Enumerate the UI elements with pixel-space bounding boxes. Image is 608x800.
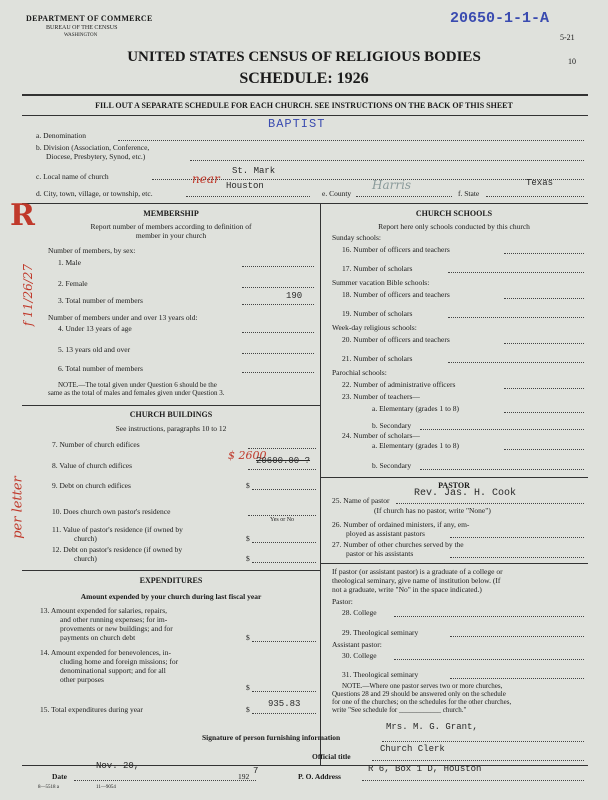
q3-field[interactable] <box>242 304 314 305</box>
q24-label: 24. Number of scholars— <box>342 431 420 440</box>
q18-field[interactable] <box>504 298 584 299</box>
assistant-sub-label: Assistant pastor: <box>332 640 382 649</box>
q5-label: 5. 13 years old and over <box>58 345 131 354</box>
denomination-label: a. Denomination <box>36 131 86 140</box>
graduate-note: If pastor (or assistant pastor) is a graduate of a college or <box>332 567 503 576</box>
pastor-note-2: Questions 28 and 29 should be answered only on the schedule <box>332 690 506 698</box>
membership-intro: Report number of members according to definition of <box>90 222 252 231</box>
q6-label: 6. Total number of members <box>58 364 143 373</box>
buildings-title: CHURCH BUILDINGS <box>129 410 213 419</box>
q19-label: 19. Number of scholars <box>342 309 413 318</box>
q23a-field[interactable] <box>504 412 584 413</box>
form-title: UNITED STATES CENSUS OF RELIGIOUS BODIES <box>127 49 481 65</box>
q31-label: 31. Theological seminary <box>342 670 419 679</box>
q8-label: 8. Value of church edifices <box>52 461 133 470</box>
instruction-line: FILL OUT A SEPARATE SCHEDULE FOR EACH CHURCH. SEE INSTRUCTIONS ON THE BACK OF THIS SHEET <box>95 101 513 110</box>
q2-label: 2. Female <box>58 279 88 288</box>
date-label: Date <box>52 772 67 781</box>
q24a-field[interactable] <box>504 449 584 450</box>
q12-dollar: $ <box>246 554 250 563</box>
q13-dollar: $ <box>246 633 250 642</box>
q8-handwritten: $ 2600 <box>228 449 267 462</box>
grid-rule <box>320 563 588 564</box>
state-value: Texas <box>526 178 554 188</box>
q26-label-2: ployed as assistant pastors <box>346 529 425 538</box>
q21-label: 21. Number of scholars <box>342 354 413 363</box>
church-name-value: St. Mark <box>232 166 276 176</box>
date-year: 192 <box>238 772 250 781</box>
q3-label: 3. Total number of members <box>58 296 143 305</box>
q7-label: 7. Number of church edifices <box>52 440 140 449</box>
q28-label: 28. College <box>342 608 377 617</box>
q16-label: 16. Number of officers and teachers <box>342 245 450 254</box>
q13-label-4: payments on church debt <box>60 633 136 642</box>
denomination-stamp: BAPTIST <box>268 117 326 131</box>
denomination-field[interactable] <box>118 140 584 141</box>
summer-label: Summer vacation Bible schools: <box>332 278 430 287</box>
by-sex-label: Number of members, by sex: <box>48 246 136 255</box>
pastor-note-4: write "See schedule for ____________ church." <box>332 706 467 714</box>
city-label: WASHINGTON <box>64 33 98 38</box>
date-year-digit: 7 <box>253 766 259 776</box>
q26-label: 26. Number of ordained ministers, if any, em- <box>332 520 470 529</box>
q14-dollar: $ <box>246 683 250 692</box>
membership-note-2: same as the total of males and females given under Question 3. <box>48 389 225 397</box>
pastor-note: NOTE.—Where one pastor serves two or more churches, <box>342 682 503 690</box>
q1-label: 1. Male <box>58 258 81 267</box>
q21-field[interactable] <box>448 362 584 363</box>
graduate-note-2: theological seminary, give name of institution below. (If <box>332 576 501 585</box>
q22-label: 22. Number of administrative officers <box>342 380 456 389</box>
membership-title: MEMBERSHIP <box>143 209 199 218</box>
date-value: Nov. 20, <box>96 761 140 771</box>
q4-label: 4. Under 13 years of age <box>58 324 132 333</box>
q23b-label: b. Secondary <box>372 421 412 430</box>
address-label: P. O. Address <box>298 772 341 781</box>
grid-rule <box>22 570 320 571</box>
q11-label-2: church) <box>74 534 97 543</box>
sunday-label: Sunday schools: <box>332 233 381 242</box>
q15-value: 935.83 <box>268 699 301 709</box>
corner-code: 5-21 <box>560 33 575 42</box>
q29-field[interactable] <box>450 636 584 637</box>
q24b-label: b. Secondary <box>372 461 412 470</box>
county-handwritten: Harris <box>372 178 412 192</box>
grid-rule <box>320 477 588 478</box>
q8-field[interactable] <box>248 469 316 470</box>
q25-field[interactable] <box>396 503 584 504</box>
q23-label: 23. Number of teachers— <box>342 392 420 401</box>
pastor-title: PASTOR <box>438 481 470 490</box>
official-title-value: Church Clerk <box>380 744 445 754</box>
address-field[interactable] <box>362 780 584 781</box>
parochial-label: Parochial schools: <box>332 368 387 377</box>
bureau-label: BUREAU OF THE CENSUS <box>46 25 118 31</box>
q29-label: 29. Theological seminary <box>342 628 419 637</box>
q14-label-2: cluding home and foreign missions; for <box>60 657 179 666</box>
instruction-rule <box>22 115 588 116</box>
q2-field[interactable] <box>242 287 314 288</box>
q13-label-2: and other running expenses; for im- <box>60 615 168 624</box>
q24a-label: a. Elementary (grades 1 to 8) <box>372 441 460 450</box>
official-title-label: Official title <box>312 752 351 761</box>
county-label: e. County <box>322 189 352 198</box>
buildings-sub: See instructions, paragraphs 10 to 12 <box>115 424 227 433</box>
q30-label: 30. College <box>342 651 377 660</box>
q14-field[interactable] <box>252 691 316 692</box>
q9-field[interactable] <box>252 489 316 490</box>
q12-label: 12. Debt on pastor's residence (if owned by <box>52 545 183 554</box>
signature-label: Signature of person furnishing information <box>202 733 341 742</box>
q12-field[interactable] <box>252 562 316 563</box>
q18-label: 18. Number of officers and teachers <box>342 290 450 299</box>
q25-note: (If church has no pastor, write "None") <box>374 506 491 515</box>
city-field[interactable] <box>186 196 310 197</box>
q14-label: 14. Amount expended for benevolences, in- <box>40 648 172 657</box>
margin-date-note: f 11/26/27 <box>21 263 35 327</box>
q9-label: 9. Debt on church edifices <box>52 481 131 490</box>
grid-rule <box>22 405 320 406</box>
grid-rule <box>22 203 588 204</box>
date-field[interactable] <box>74 780 256 781</box>
schools-title: CHURCH SCHOOLS <box>415 209 493 218</box>
expenditures-sub: Amount expended by your church during last fiscal year <box>80 592 262 601</box>
q11-field[interactable] <box>252 542 316 543</box>
header-rule <box>22 94 588 96</box>
q26-field[interactable] <box>450 537 584 538</box>
margin-letter-note: per letter <box>10 476 26 539</box>
department-label: DEPARTMENT OF COMMERCE <box>26 14 153 23</box>
state-label: f. State <box>458 189 480 198</box>
q23a-label: a. Elementary (grades 1 to 8) <box>372 404 460 413</box>
division-label: b. Division (Association, Conference, <box>36 143 150 152</box>
county-field[interactable] <box>356 196 452 197</box>
q11-dollar: $ <box>246 534 250 543</box>
print-code-2: 11—9054 <box>96 785 116 790</box>
address-value: R 6, Box 1 D, Houston <box>368 764 482 774</box>
q28-field[interactable] <box>394 616 584 617</box>
q20-label: 20. Number of officers and teachers <box>342 335 450 344</box>
q8-value: 20600.00 ? <box>256 456 311 466</box>
q22-field[interactable] <box>504 388 584 389</box>
q3-value: 190 <box>286 291 303 301</box>
q31-field[interactable] <box>450 678 584 679</box>
q13-label: 13. Amount expended for salaries, repairs, <box>40 606 168 615</box>
q15-label: 15. Total expenditures during year <box>40 705 143 714</box>
city-value: Houston <box>226 181 264 191</box>
form-subtitle: SCHEDULE: 1926 <box>239 70 369 87</box>
corner-number: 10 <box>568 57 576 66</box>
q27-field[interactable] <box>450 557 584 558</box>
q27-label-2: pastor or his assistants <box>346 549 414 558</box>
q11-label: 11. Value of pastor's residence (if owned by <box>52 525 183 534</box>
weekday-label: Week-day religious schools: <box>332 323 417 332</box>
city-handwritten: near <box>192 172 220 186</box>
membership-note: NOTE.—The total given under Question 6 should be the <box>58 381 217 389</box>
q23b-field[interactable] <box>420 429 584 430</box>
file-number-stamp: 20650-1-1-A <box>450 10 550 27</box>
age-head-label: Number of members under and over 13 years old: <box>48 313 198 322</box>
yes-no-hint: Yes or No <box>270 517 295 523</box>
q27-label: 27. Number of other churches served by the <box>332 540 464 549</box>
membership-intro-2: member in your church <box>135 231 207 240</box>
q25-value: Rev. Jas. H. Cook <box>414 488 517 499</box>
q20-field[interactable] <box>504 343 584 344</box>
q4-field[interactable] <box>242 332 314 333</box>
church-name-label: c. Local name of church <box>36 172 109 181</box>
q5-field[interactable] <box>242 353 314 354</box>
q13-label-3: provements or new buildings; and for <box>60 624 173 633</box>
division-label-2: Diocese, Presbytery, Synod, etc.) <box>46 152 146 161</box>
q30-field[interactable] <box>394 659 584 660</box>
q12-label-2: church) <box>74 554 97 563</box>
q6-field[interactable] <box>242 372 314 373</box>
signature-value: Mrs. M. G. Grant, <box>386 722 478 732</box>
q19-field[interactable] <box>448 317 584 318</box>
state-field[interactable] <box>486 196 584 197</box>
pastor-sub-label: Pastor: <box>332 597 353 606</box>
q16-field[interactable] <box>504 253 584 254</box>
signature-field[interactable] <box>382 741 584 742</box>
q25-label: 25. Name of pastor <box>332 496 390 505</box>
q14-label-3: denominational support; and for all <box>60 666 166 675</box>
print-code: 8—5518 a <box>38 785 59 790</box>
q17-field[interactable] <box>448 272 584 273</box>
margin-r-mark: R <box>10 198 35 233</box>
q17-label: 17. Number of scholars <box>342 264 413 273</box>
q24b-field[interactable] <box>420 469 584 470</box>
schools-intro: Report here only schools conducted by this church <box>378 222 530 231</box>
q14-label-4: other purposes <box>60 675 104 684</box>
q15-field[interactable] <box>252 713 316 714</box>
q9-dollar: $ <box>246 481 250 490</box>
division-field[interactable] <box>190 160 584 161</box>
q15-dollar: $ <box>246 705 250 714</box>
official-title-field[interactable] <box>372 760 584 761</box>
expenditures-title: EXPENDITURES <box>139 576 203 585</box>
pastor-note-3: for one of the churches; on the schedules for the other churches, <box>332 698 512 706</box>
q1-field[interactable] <box>242 266 314 267</box>
q10-label: 10. Does church own pastor's residence <box>52 507 171 516</box>
graduate-note-3: not a graduate, write "No" in the space indicated.) <box>332 585 482 594</box>
q13-field[interactable] <box>252 641 316 642</box>
city-label: d. City, town, village, or township, etc. <box>36 189 153 198</box>
q10-field[interactable] <box>248 515 316 516</box>
